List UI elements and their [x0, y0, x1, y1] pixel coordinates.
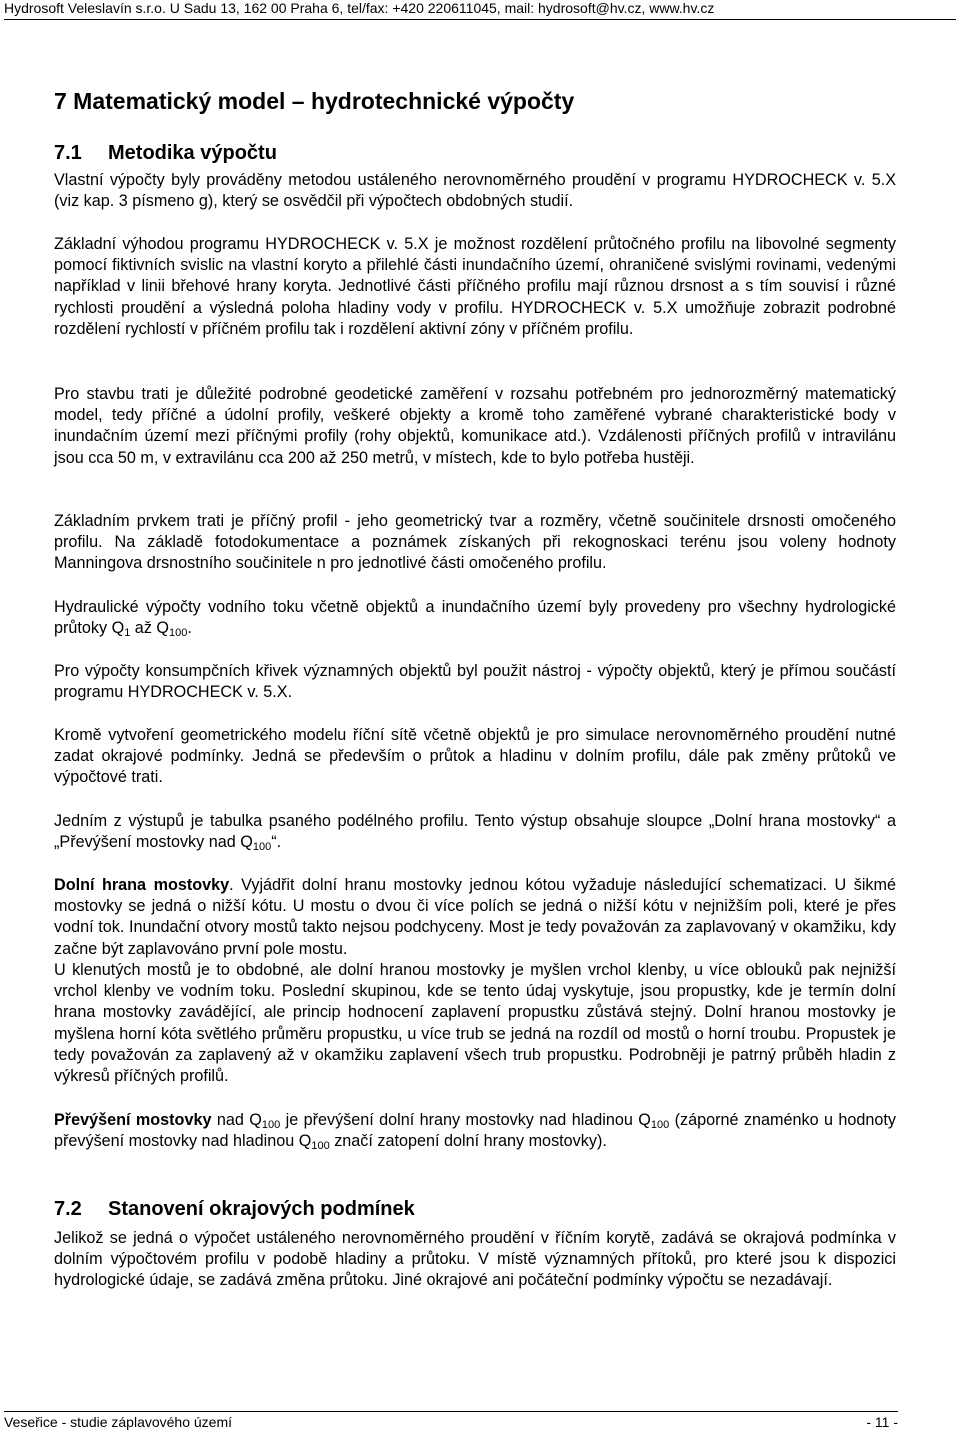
section-number: 7.1 — [54, 142, 82, 164]
paragraph-okrajove-podminky: Jelikož se jedná o výpočet ustáleného nerovnoměrného proudění v říčním korytě, zadává se okrajová podmínka v dolním výpočtovém profilu v podobě hladiny a průtoku. V místě významných přítoků, pro které jsou k dispozici hydrologické údaje, se zadává změna průtoku. Jiné okrajové ani počáteční podmínky výpočtu se nezadávají. — [54, 1229, 896, 1290]
paragraph-metodika: Vlastní výpočty byly prováděny metodou ustáleného nerovnoměrného proudění v programu HYDROCHECK v. 5.X (viz kap. 3 písmeno g), který se osvědčil při výpočtech obdobných studií. — [54, 171, 896, 211]
page-number: - 11 - — [866, 1414, 898, 1430]
paragraph-konsumpcni-krivky: Pro výpočty konsumpčních křivek významných objektů byl použit nástroj - výpočty objektů, který je přímou součástí programu HYDROCHECK v. 5.X. — [54, 662, 896, 702]
term-prevyseni: Převýšení mostovky — [54, 1111, 212, 1129]
footer-title: Veseřice - studie záplavového území — [4, 1414, 233, 1430]
section-number: 7.2 — [54, 1198, 82, 1220]
paragraph-dolni-hrana: Dolní hrana mostovky. Vyjádřit dolní hranu mostovky jednou kótou vyžaduje následující schematizaci. U šikmé mostovky se jedná o nižší kótu. U mostu o dvou či více polích se jedná o nižší kótu v nejnižším poli, které je přes vodní tok. Inundační otvory mostů takto nejsou podchyceny. Most je tedy považován za zaplavovaný v okamžiku, kdy začne být zaplavováno první pole mostu. — [54, 876, 897, 958]
section-heading-7-1 — [54, 140, 277, 166]
paragraph-stavba-trati: Pro stavbu trati je důležité podrobné geodetické zaměření v rozsahu potřebném pro jednorozměrný matematický model, tedy příčné a údolní profily, veškeré objekty a kromě toho zaměřené vybrané charakteristické body v inundačním území mezi příčnými profily (rohy objektů, komunikace atd.). Vzdálenosti příčných profilů v intravilánu jsou cca 50 m, v extravilánu cca 200 až 250 metrů, v místech, kde to bylo potřeba hustěji. — [54, 385, 896, 467]
section-heading-7-2 — [54, 1196, 415, 1222]
page-footer — [4, 1411, 898, 1430]
paragraph-zakladni-vyhoda: Základní výhodou programu HYDROCHECK v. 5.X je možnost rozdělení průtočného profilu na libovolné segmenty pomocí fiktivních svislic na vlastní koryto a přilehlé části inundačního území, ohraničené svislými rovinami, vedenými například v linii břehové hrany koryta. Jednotlivé části příčného profilu mají různou drsnost a s tím souvisí i různé rychlosti proudění a výsledná poloha hladiny vody v profilu. HYDROCHECK v. 5.X umožňuje zobrazit podrobné rozdělení rychlostí v příčném profilu tak i rozdělení aktivní zóny v příčném profilu. — [54, 235, 896, 338]
chapter-title: 7 Matematický model – hydrotechnické výpočty — [54, 88, 575, 114]
paragraph-zakladni-prvek: Základním prvkem trati je příčný profil - jeho geometrický tvar a rozměry, včetně součinitele drsnosti omočeného profilu. Na základě fotodokumentace a poznámek získaných při rekognoskaci terénu jsou voleny hodnoty Manningova drsnostního součinitele n pro jednotlivé části omočeného profilu. — [54, 512, 896, 573]
paragraph-geometricky-model: Kromě vytvoření geometrického modelu říční sítě včetně objektů je pro simulace nerovnoměrného proudění nutné zadat okrajové podmínky. Jedná se především o průtok a hladinu v dolním profilu, dále pak změny průtoků ve výpočtové trati. — [54, 726, 896, 787]
paragraph-prevyseni: Převýšení mostovky nad $Q_{100}$ je převýšení dolní hrany mostovky nad hladinou $Q_{100}$ (záporné znaménko u hodnoty převýšení mostovky nad hladinou $Q_{100}$ značí zatopení dolní hrany mostovky). — [54, 1111, 896, 1153]
section-title: Metodika výpočtu — [108, 142, 277, 164]
paragraph-vystup-tabulka: Jedním z výstupů je tabulka psaného podélného profilu. Tento výstup obsahuje sloupce „Dolní hrana mostovky“ a „Převýšení mostovky nad $Q_{100}“$. — [54, 812, 896, 854]
term-dolni-hrana: Dolní hrana mostovky — [54, 876, 230, 894]
paragraph-klenute-mosty: U klenutých mostů je to obdobné, ale dolní hranou mostovky je myšlen vrchol klenby, u více oblouků pak nejnižší vrchol klenby ve vodním toku. Poslední skupinou, kde se tento údaj vyskytuje, jsou propustky, kde je termín dolní hrana mostovky zavádějící, ale princip hodnocení zaplavení propustku zůstává stejný. Dolní hranou mostovky je myšlena horní kóta světlého průměru propustku, u více trub se jedná na rozdíl od mostů o horní troubu. Propustek je tedy považován za zaplavený až v okamžiku zaplavení všech trub propustku. Podrobněji je patrný průběh hladin z výkresů příčných profilů. — [54, 961, 896, 1086]
section-title: Stanovení okrajových podmínek — [108, 1198, 415, 1220]
paragraph-hydraulicke-vypocty: Hydraulické výpočty vodního toku včetně objektů a inundačního území byly provedeny pro všechny hydrologické průtoky $Q_1$ až $Q_{100}$. — [54, 598, 896, 640]
page-header: Hydrosoft Veleslavín s.r.o. U Sadu 13, 162 00 Praha 6, tel/fax: +420 220611045, mail: hydrosoft@hv.cz, www.hv.cz — [4, 0, 956, 20]
